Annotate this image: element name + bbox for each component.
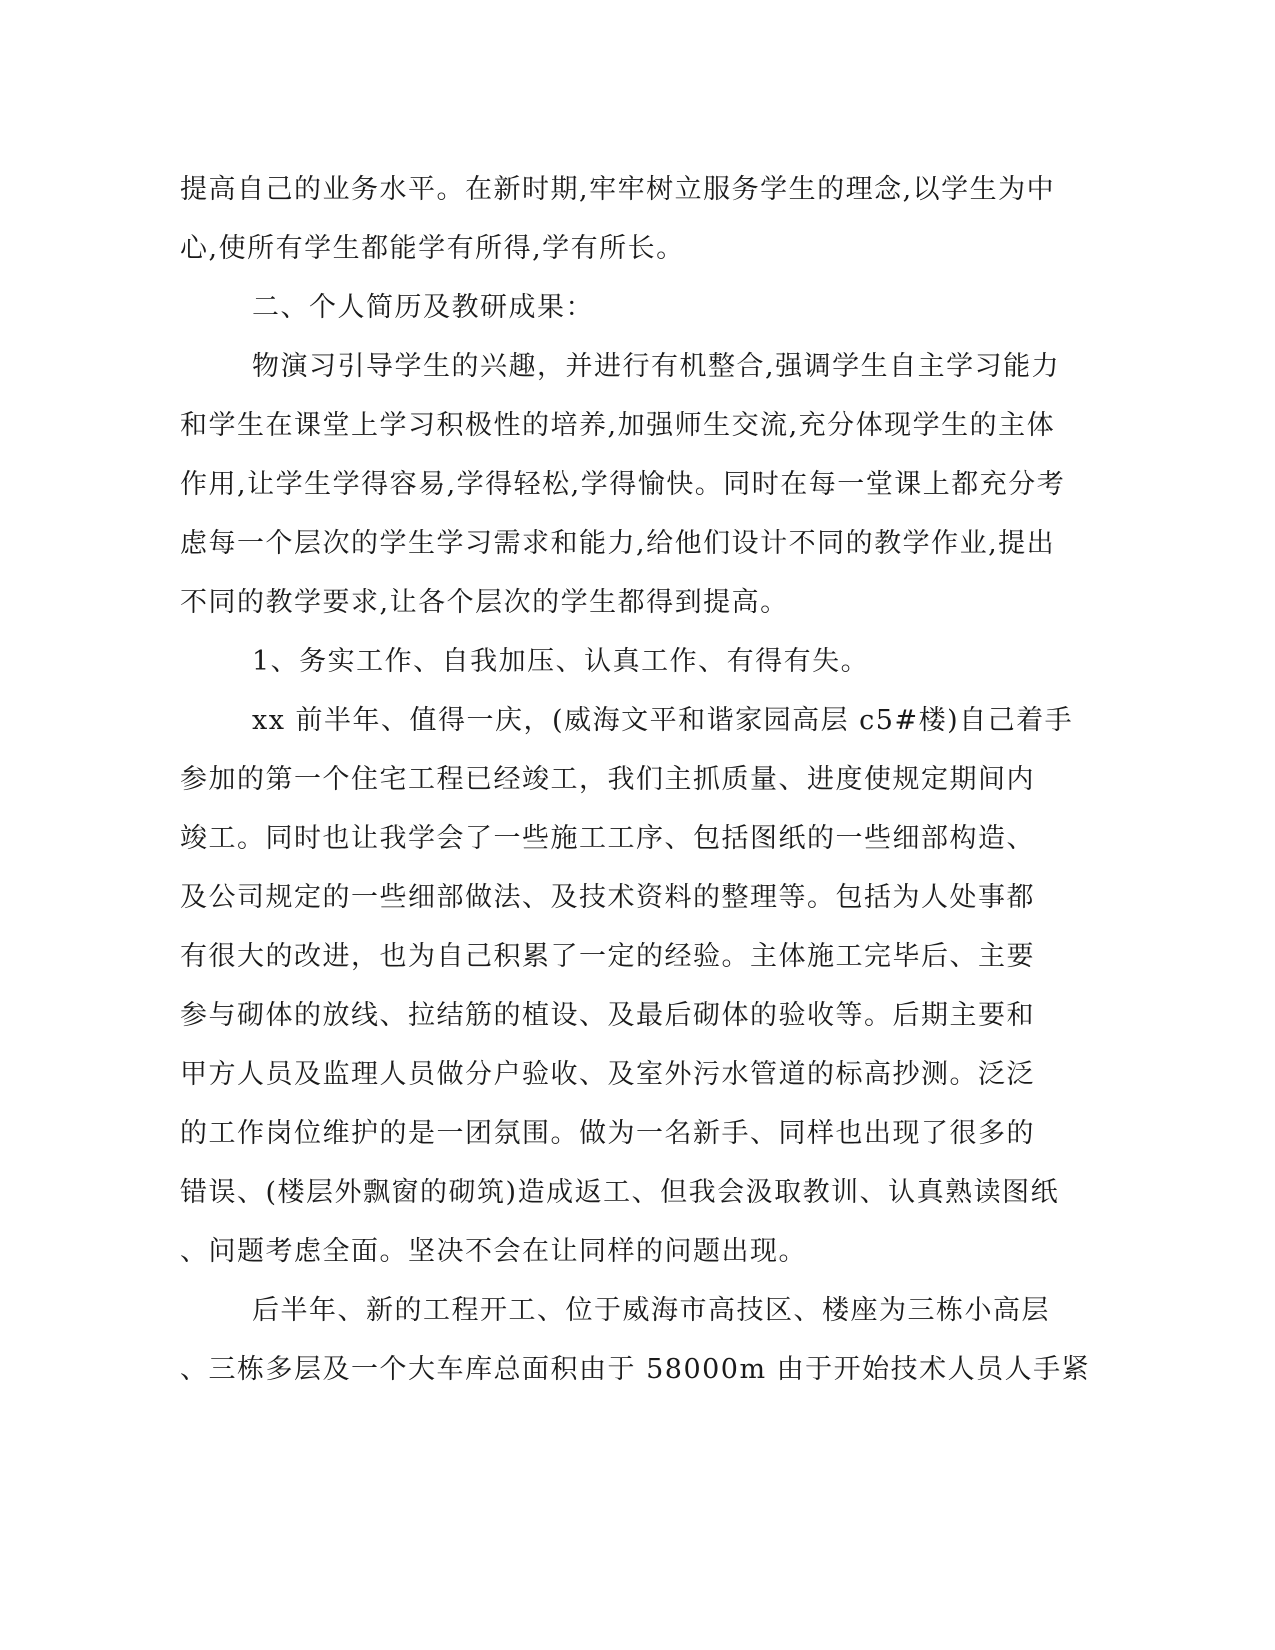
text-line: 的工作岗位维护的是一团氛围。做为一名新手、同样也出现了很多的 [180,1118,1035,1149]
text-line: 、三栋多层及一个大车库总面积由于 58000m 由于开始技术人员人手紧 [180,1354,1091,1385]
text-line: 有很大的改进，也为自己积累了一定的经验。主体施工完毕后、主要 [180,941,1035,972]
text-line: 参加的第一个住宅工程已经竣工，我们主抓质量、进度使规定期间内 [180,764,1035,795]
text-line: 及公司规定的一些细部做法、及技术资料的整理等。包括为人处事都 [180,882,1035,913]
subsection-heading: 1、务实工作、自我加压、认真工作、有得有失。 [252,646,870,677]
text-line: 作用,让学生学得容易,学得轻松,学得愉快。同时在每一堂课上都充分考 [180,469,1066,500]
text-line: 竣工。同时也让我学会了一些施工工序、包括图纸的一些细部构造、 [180,823,1035,854]
text-line: 甲方人员及监理人员做分户验收、及室外污水管道的标高抄测。泛泛 [180,1059,1035,1090]
text-line: 虑每一个层次的学生学习需求和能力,给他们设计不同的教学作业,提出 [180,528,1056,559]
text-line: xx 前半年、值得一庆，(威海文平和谐家园高层 c5#楼)自己着手 [252,705,1074,736]
text-line: 提高自己的业务水平。在新时期,牢牢树立服务学生的理念,以学生为中 [180,174,1056,205]
text-line: 后半年、新的工程开工、位于威海市高技区、楼座为三栋小高层 [252,1295,1050,1326]
text-line: 和学生在课堂上学习积极性的培养,加强师生交流,充分体现学生的主体 [180,410,1056,441]
document-body [180,160,1091,1399]
text-line: 错误、(楼层外飘窗的砌筑)造成返工、但我会汲取教训、认真熟读图纸 [180,1177,1060,1208]
text-line: 物演习引导学生的兴趣，并进行有机整合,强调学生自主学习能力 [252,351,1061,382]
section-heading: 二、个人简历及教研成果： [252,292,594,323]
text-line: 心,使所有学生都能学有所得,学有所长。 [180,233,685,264]
text-line: 不同的教学要求,让各个层次的学生都得到提高。 [180,587,789,618]
text-line: 、问题考虑全面。坚决不会在让同样的问题出现。 [180,1236,807,1267]
text-line: 参与砌体的放线、拉结筋的植设、及最后砌体的验收等。后期主要和 [180,1000,1035,1031]
